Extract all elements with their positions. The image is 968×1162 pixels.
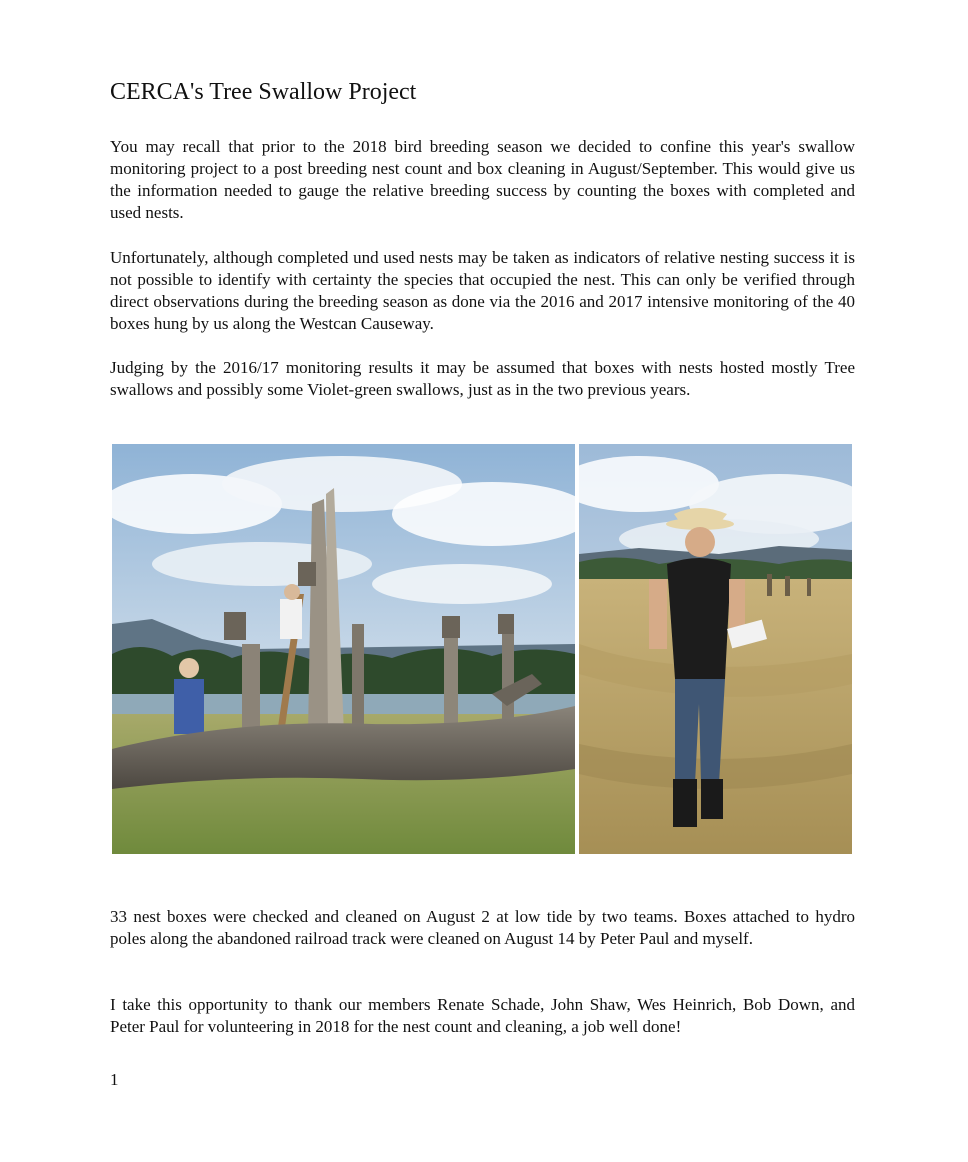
paragraph-volunteer-thanks: I take this opportunity to thank our members Renate Schade, John Shaw, Wes Heinrich, Bob Down, and Peter Paul for volunteering in 2018 for the nest count and cleaning, a job well done!: [110, 995, 855, 1036]
paragraph-intro: You may recall that prior to the 2018 bird breeding season we decided to confine this year's swallow monitoring project to a post breeding nest count and box cleaning in August/September. This would give us the information needed to gauge the relative breeding success by counting the boxes with completed and used nests.: [110, 137, 855, 222]
photo-volunteers-at-pilings: [112, 444, 575, 854]
page-title: CERCA's Tree Swallow Project: [110, 79, 417, 105]
photo-volunteer-with-clipboard: [579, 444, 852, 854]
page-number: 1: [110, 1070, 119, 1089]
paragraph-monitoring-results: Judging by the 2016/17 monitoring results it may be assumed that boxes with nests hosted mostly Tree swallows and possibly some Violet-green swallows, just as in the two previous years.: [110, 358, 855, 399]
paragraph-box-cleaning: 33 nest boxes were checked and cleaned on August 2 at low tide by two teams. Boxes attached to hydro poles along the abandoned railroad track were cleaned on August 14 by Peter Paul and myself.: [110, 907, 855, 948]
paragraph-species-identification: Unfortunately, although completed und used nests may be taken as indicators of relative nesting success it is not possible to identify with certainty the species that occupied the nest. This can only be verified through direct observations during the breeding season as done via the 2016 and 2017 intensive monitoring of the 40 boxes hung by us along the Westcan Causeway.: [110, 248, 855, 333]
